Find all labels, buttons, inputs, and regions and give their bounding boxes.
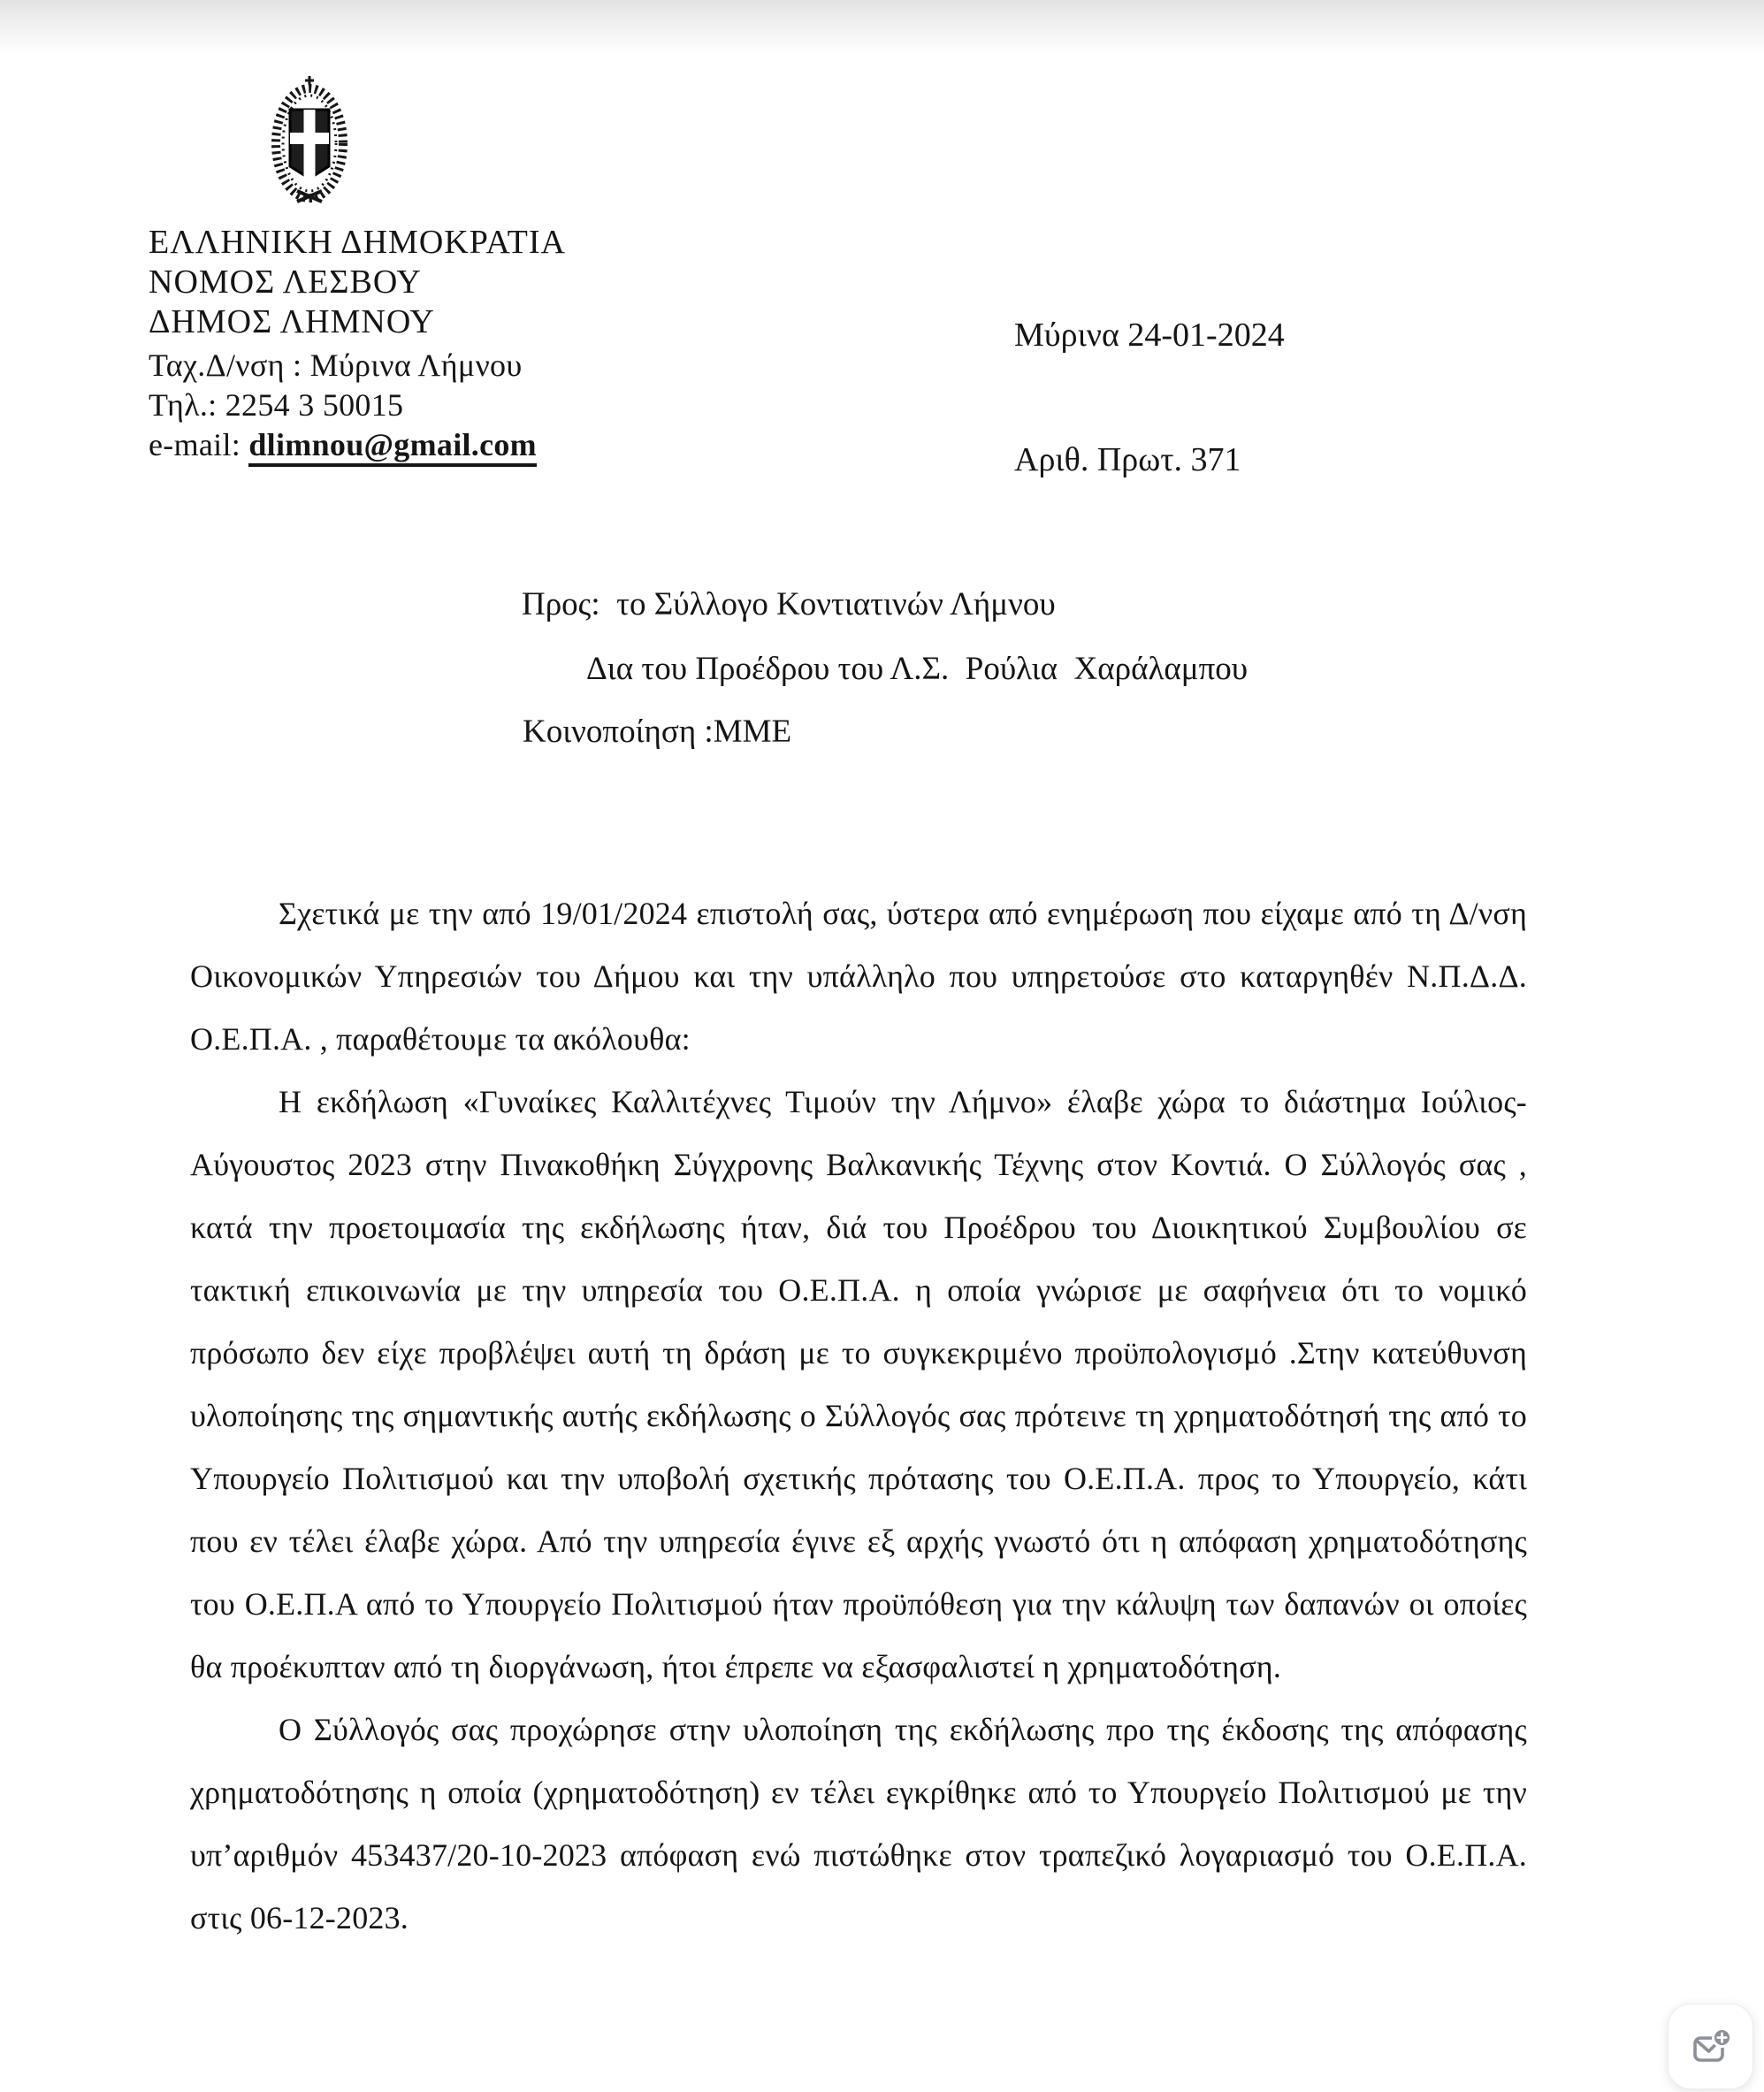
- phone-line: Τηλ.: 2254 3 50015: [149, 387, 404, 423]
- letter-body: [190, 882, 1527, 1950]
- date-protocol-block: [1014, 232, 1285, 523]
- scan-edge-shading: [0, 0, 1764, 55]
- org-line-prefecture: ΝΟΜΟΣ ΛΕΣΒΟΥ: [149, 263, 422, 301]
- body-paragraph-1: Σχετικά με την από 19/01/2024 επιστολή σας, ύστερα από ενημέρωση που είχαμε από τη Δ/νση Οικονομικών Υπηρεσιών του Δήμου και την υπάλληλο που υπηρετούσε στο καταργηθέν Ν.Π.Δ.Δ. Ο.Ε.Π.Α. , παραθέτουμε τα ακόλουθα:: [190, 896, 1527, 1057]
- place-date-line: Μύρινα 24-01-2024: [1014, 317, 1285, 354]
- protocol-number-line: Αριθ. Πρωτ. 371: [1014, 441, 1241, 478]
- recipient-to-line: Προς: το Σύλλογο Κοντιατινών Λήμνου: [522, 586, 1056, 622]
- org-line-municipality: ΔΗΜΟΣ ΛΗΜΝΟΥ: [149, 303, 435, 340]
- greek-national-emblem-icon: [271, 73, 348, 212]
- sender-block: [149, 223, 566, 465]
- recipient-cc-line: Κοινοποίηση :ΜΜΕ: [523, 714, 792, 750]
- postal-address-line: Ταχ.Δ/νση : Μύρινα Λήμνου: [149, 347, 523, 383]
- recipient-via-line: Δια του Προέδρου του Λ.Σ. Ρούλια Χαράλαμπου: [586, 651, 1249, 687]
- email-line: [149, 425, 566, 465]
- body-paragraph-2: Η εκδήλωση «Γυναίκες Καλλιτέχνες Τιμούν την Λήμνο» έλαβε χώρα το διάστημα Ιούλιος-Αύγουστος 2023 στην Πινακοθήκη Σύγχρονης Βαλκανικής Τέχνης στον Κοντιά. Ο Σύλλογός σας , κατά την προετοιμασία της εκδήλωσης ήταν, διά του Προέδρου του Διοικητικού Συμβουλίου σε τακτική επικοινωνία με την υπηρεσία του Ο.Ε.Π.Α. η οποία γνώρισε με σαφήνεια ότι το νομικό πρόσωπο δεν είχε προβλέψει αυτή τη δράση με το συγκεκριμένο προϋπολογισμό .Στην κατεύθυνση υλοποίησης της σημαντικής αυτής εκδήλωσης ο Σύλλογός σας πρότεινε τη χρηματοδότησή της από το Υπουργείο Πολιτισμού και την υποβολή σχετικής πρότασης του Ο.Ε.Π.Α. προς το Υπουργείο, κάτι που εν τέλει έλαβε χώρα. Από την υπηρεσία έγινε εξ αρχής γνωστό ότι η απόφαση χρηματοδότησης του Ο.Ε.Π.Α από το Υπουργείο Πολιτισμού ήταν προϋπόθεση για την κάλυψη των δαπανών οι οποίες θα προέκυπταν από τη διοργάνωση, ήτοι έπρεπε να εξασφαλιστεί η χρηματοδότηση.: [190, 1084, 1527, 1684]
- email-label: e-mail:: [149, 427, 249, 462]
- body-paragraph-3: Ο Σύλλογός σας προχώρησε στην υλοποίηση της εκδήλωσης προ της έκδοσης της απόφασης χρηματοδότησης η οποία (χρηματοδότηση) εν τέλει εγκρίθηκε από το Υπουργείο Πολιτισμού με την υπ’αριθμόν 453437/20-10-2023 απόφαση ενώ πιστώθηκε στον τραπεζικό λογαριασμό του Ο.Ε.Π.Α. στις 06-12-2023.: [190, 1712, 1527, 1935]
- email-add-icon: [1689, 2025, 1733, 2069]
- org-line-republic: ΕΛΛΗΝΙΚΗ ΔΗΜΟΚΡΑΤΙΑ: [149, 224, 566, 261]
- email-address: dlimnou@gmail.com: [248, 427, 537, 467]
- compose-email-button[interactable]: [1668, 2004, 1753, 2089]
